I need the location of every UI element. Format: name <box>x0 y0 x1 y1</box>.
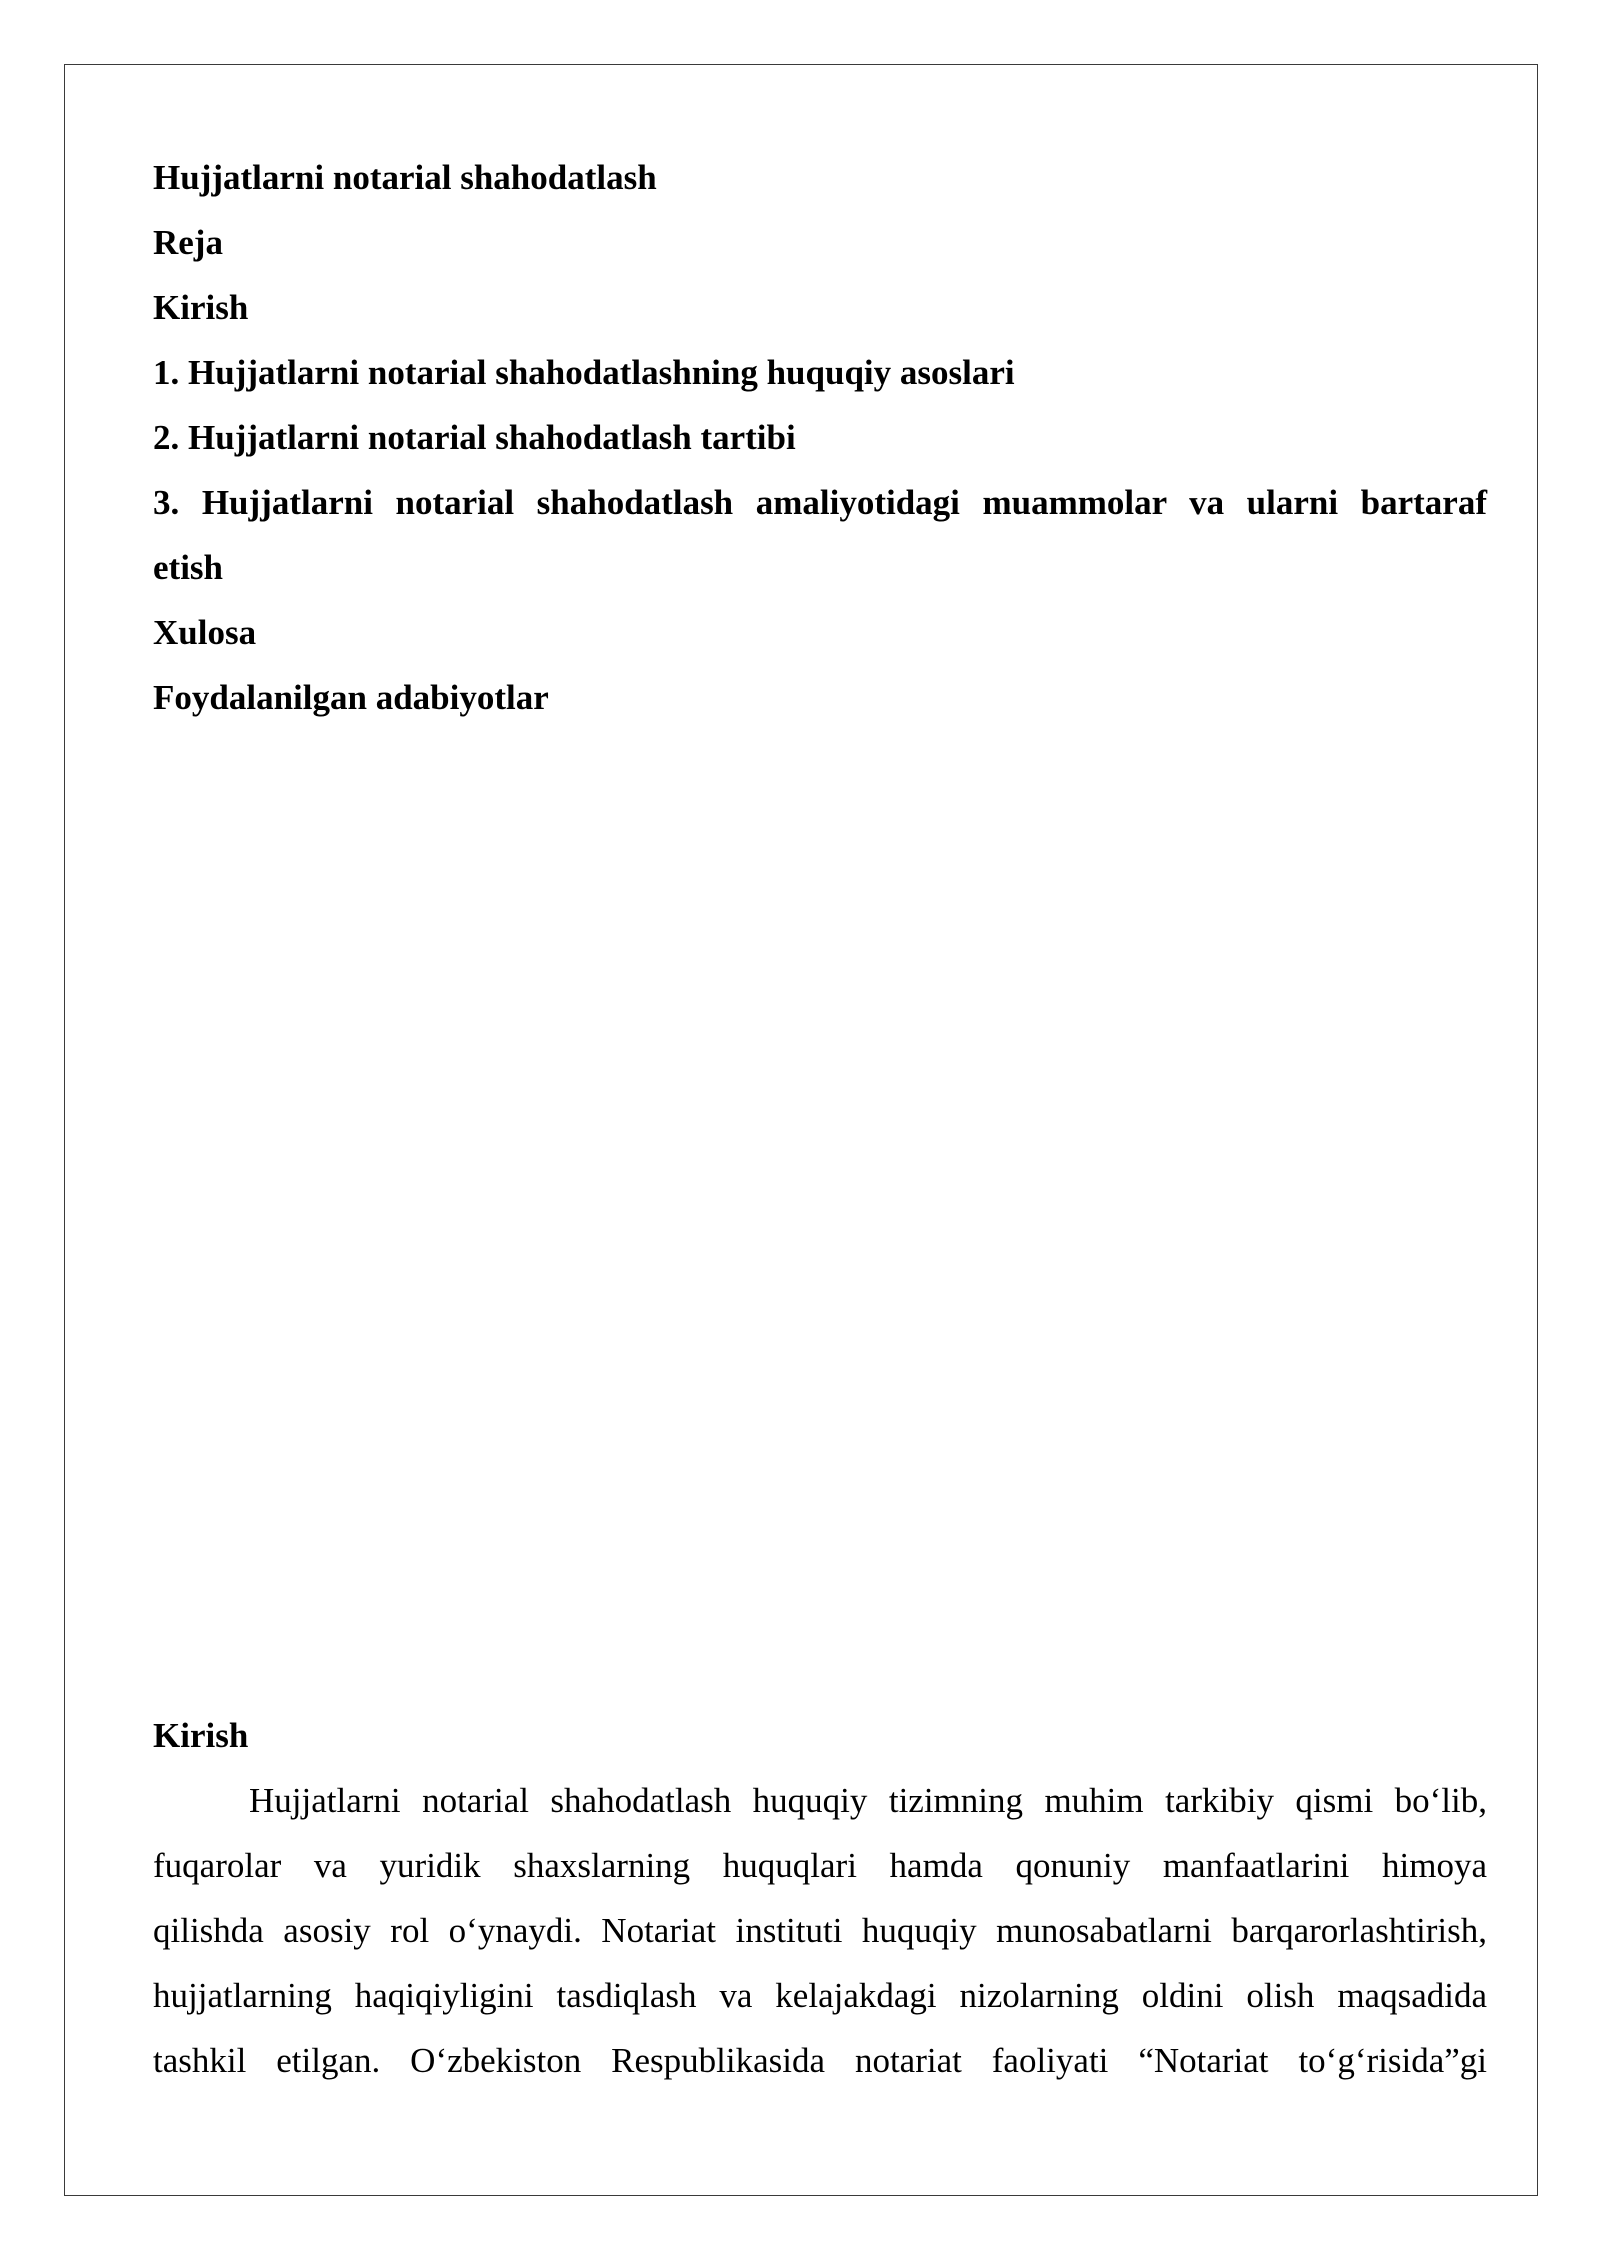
table-of-contents <box>153 145 1487 730</box>
toc-item-references: Foydalanilgan adabiyotlar <box>153 678 549 717</box>
intro-heading: Kirish <box>153 1716 249 1755</box>
document-title: Hujjatlarni notarial shahodatlash <box>153 158 657 197</box>
toc-item-1: 1. Hujjatlarni notarial shahodatlashning huquqiy asoslari <box>153 353 1015 392</box>
toc-item-3: 3. Hujjatlarni notarial shahodatlash amaliyotidagi muammolar va ularni bartaraf <box>153 483 1487 522</box>
intro-paragraph-line-2: fuqarolar va yuridik shaxslarning huquqlari hamda qonuniy manfaatlarini himoya <box>153 1846 1487 1885</box>
intro-paragraph-line-4: hujjatlarning haqiqiyligini tasdiqlash va kelajakdagi nizolarning oldini olish maqsadida <box>153 1976 1487 2015</box>
intro-paragraph-line-3: qilishda asosiy rol o‘ynaydi. Notariat instituti huquqiy munosabatlarni barqarorlashtirish, <box>153 1911 1487 1950</box>
toc-item-intro: Kirish <box>153 288 249 327</box>
toc-item-2: 2. Hujjatlarni notarial shahodatlash tartibi <box>153 418 796 457</box>
toc-item-conclusion: Xulosa <box>153 613 257 652</box>
intro-paragraph-line-5: tashkil etilgan. O‘zbekiston Respublikasida notariat faoliyati “Notariat to‘g‘risida”gi <box>153 2041 1487 2080</box>
plan-heading: Reja <box>153 223 223 262</box>
intro-section <box>153 1703 1487 2093</box>
intro-paragraph-line-1: Hujjatlarni notarial shahodatlash huquqiy tizimning muhim tarkibiy qismi bo‘lib, <box>249 1781 1487 1820</box>
toc-item-3-continuation: etish <box>153 548 223 587</box>
